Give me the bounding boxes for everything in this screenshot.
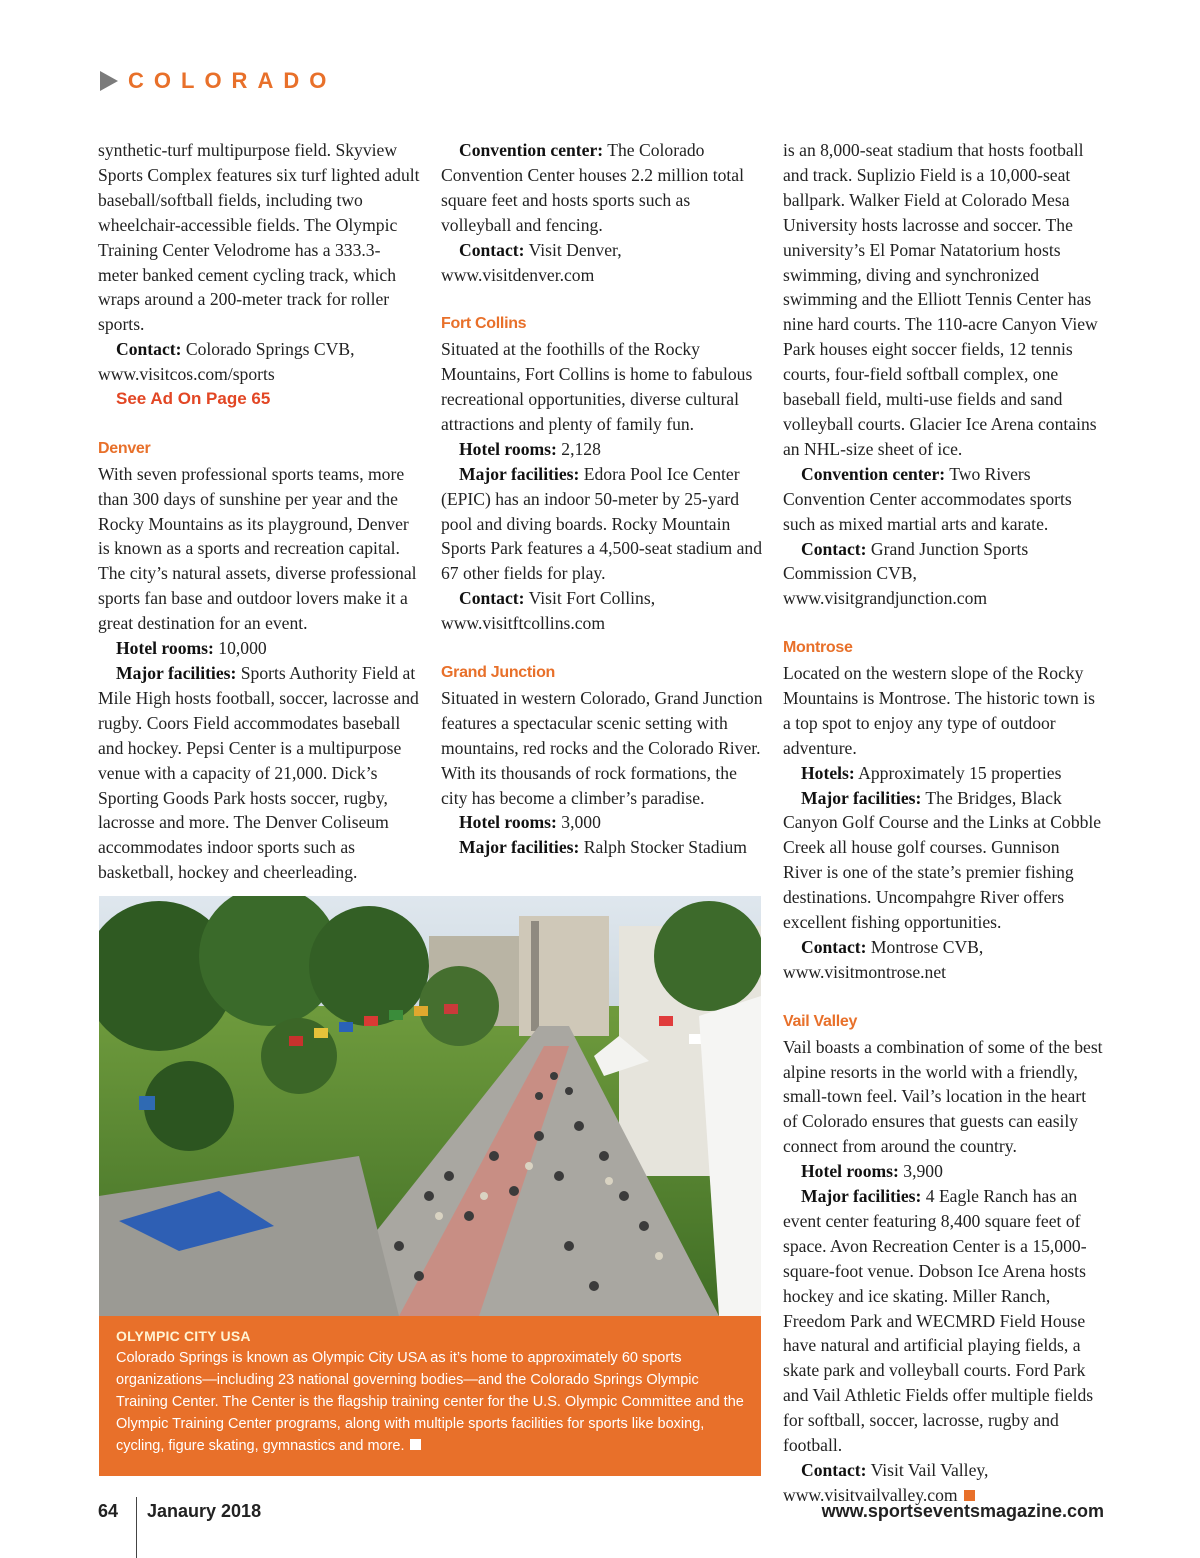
convention-center-label: Convention center: <box>801 463 946 484</box>
person <box>565 1087 573 1095</box>
photo-illustration <box>99 896 761 1316</box>
flag <box>139 1096 155 1110</box>
hotel-rooms-label: Hotel rooms: <box>459 812 557 833</box>
contact-label: Contact: <box>801 538 867 559</box>
person <box>550 1072 558 1080</box>
tree <box>654 901 761 1011</box>
fort-collins-paragraph: Situated at the foothills of the Rocky Mountains, Fort Collins is home to fabulous recreational opportunities, diverse cultural attractions and plenty of family fun. <box>441 339 753 434</box>
colorado-springs-contact <box>98 337 420 387</box>
photo-caption <box>99 1316 761 1476</box>
contact-text: Visit Fort Collins, www.visitftcollins.com <box>441 588 656 634</box>
denver-hotel-rooms <box>98 636 420 661</box>
major-facilities-label: Major facilities: <box>116 663 237 684</box>
grand-junction-convention-center <box>783 462 1103 537</box>
grand-junction-contact <box>783 537 1103 612</box>
montrose-major-facilities <box>783 786 1103 935</box>
skyview-paragraph: synthetic-turf multipurpose field. Skyview Sports Complex features six turf lighted adult baseball/softball fields, including two wheelchair-accessible fields. The Olympic Training Center Velodrome has a 333.3-meter banked cement cycling track, which wraps around a 200-meter track for roller sports. <box>98 140 420 335</box>
flag <box>339 1022 353 1032</box>
person <box>464 1211 474 1221</box>
hotel-rooms-value: 10,000 <box>213 638 267 659</box>
person <box>589 1281 599 1291</box>
major-facilities-text: 4 Eagle Ranch has an event center featuring 8,400 square feet of space. Avon Recreation Center is a 15,000-square-foot venue. Dobson Ice Arena hosts hockey and ice skating. Miller Ranch, Freedom Park and WECMRD Field House have natural and artificial playing fields, a skate park and volleyball courts. Ford Park and Vail Athletic Fields offer multiple fields for softball, soccer, lacrosse, rugby and football. <box>783 1186 1094 1456</box>
hotel-rooms-value: 3,900 <box>898 1161 943 1182</box>
article-column-1 <box>98 138 420 885</box>
denver-major-facilities <box>98 661 420 885</box>
olympic-city-photo <box>99 896 761 1316</box>
major-facilities-label: Major facilities: <box>459 463 580 484</box>
flag <box>314 1028 328 1038</box>
flag <box>364 1016 378 1026</box>
person <box>564 1241 574 1251</box>
vail-valley-paragraph: Vail boasts a combination of some of the best alpine resorts in the world with a friendly, small-town feel. Vail’s location in the heart of Colorado ensures that guests can easily connect from around the country. <box>783 1036 1103 1157</box>
contact-text: Montrose CVB, www.visitmontrose.net <box>783 936 984 982</box>
see-ad-link[interactable]: See Ad On Page 65 <box>116 389 271 409</box>
contact-label: Contact: <box>116 339 182 360</box>
triangle-arrow-icon <box>100 71 118 91</box>
convention-center-text: Two Rivers Convention Center accommodates sports such as mixed martial arts and karate. <box>783 463 1072 534</box>
article-column-2 <box>441 138 763 860</box>
footer-divider <box>136 1497 137 1558</box>
grand-junction-heading: Grand Junction <box>441 664 556 681</box>
fort-collins-hotel-rooms <box>441 437 763 462</box>
article-column-3 <box>783 138 1103 1508</box>
major-facilities-text: Sports Authority Field at Mile High hosts football, soccer, lacrosse and rugby. Coors Field accommodates baseball and hockey. Pepsi Center is a multipurpose venue with a capacity of 21,000. Dick’s Sporting Goods Park hosts soccer, rugby, lacrosse and more. The Denver Coliseum accommodates indoor sports such as basketball, hockey and cheerleading. <box>98 663 419 883</box>
flag <box>444 1004 458 1014</box>
major-facilities-text: Edora Pool Ice Center (EPIC) has an indoor 50-meter by 25-yard pool and diving boards. Rocky Mountain Sports Park features a 4,500-seat stadium and 67 other fields for play. <box>441 463 763 584</box>
denver-contact <box>441 238 763 288</box>
grand-junction-paragraph: Situated in western Colorado, Grand Junction features a spectacular scenic setting with mountains, red rocks and the Colorado River. With its thousands of rock formations, the city has become a climber’s paradise. <box>441 687 763 808</box>
grand-junction-hotel-rooms <box>441 810 763 835</box>
contact-text: Colorado Springs CVB, www.visitcos.com/sports <box>98 339 355 385</box>
grand-junction-continued: is an 8,000-seat stadium that hosts football and track. Suplizio Field is a 10,000-seat ballpark. Walker Field at Colorado Mesa University hosts lacrosse and soccer. The university’s El Pomar Natatorium hosts swimming, diving and synchronized swimming and the Elliott Tennis Center has nine hard courts. The 110-acre Canyon View Park houses eight soccer fields, 12 tennis courts, four-field softball complex, one baseball field, multi-use fields and sand volleyball courts. Glacier Ice Arena contains an NHL-size sheet of ice. <box>783 140 1098 459</box>
page-number: 64 <box>98 1501 119 1521</box>
person <box>619 1191 629 1201</box>
vail-valley-heading: Vail Valley <box>783 1012 858 1030</box>
fort-collins-major-facilities <box>441 462 763 587</box>
major-facilities-text: The Bridges, Black Canyon Golf Course and the Links at Cobble Creek all house golf courses. Gunnison River is one of the state’s premier fishing destinations. Uncompahgre River offers excellent fishing opportunities. <box>783 787 1102 933</box>
page-footer <box>98 1497 1104 1527</box>
contact-label: Contact: <box>801 936 867 957</box>
major-facilities-label: Major facilities: <box>801 787 922 808</box>
person <box>554 1171 564 1181</box>
major-facilities-text: Ralph Stocker Stadium <box>579 837 747 858</box>
contact-text: Grand Junction Sports Commission CVB, www.visitgrandjunction.com <box>783 538 1029 609</box>
contact-text: Visit Vail Valley, www.visitvailvalley.com <box>783 1460 989 1505</box>
contact-text: Visit Denver, www.visitdenver.com <box>441 239 622 285</box>
person <box>480 1192 488 1200</box>
montrose-hotels <box>783 761 1103 786</box>
fort-collins-heading: Fort Collins <box>441 315 527 333</box>
person <box>509 1186 519 1196</box>
grand-junction-major-facilities <box>441 835 763 860</box>
denver-paragraph: With seven professional sports teams, more than 300 days of sunshine per year and the Rocky Mountains as its playground, Denver is known as a sports and recreation capital. The city’s natural assets, diverse professional sports fan base and outdoor lovers make it a great destination for an event. <box>98 463 417 634</box>
person <box>444 1171 454 1181</box>
person <box>525 1162 533 1170</box>
person <box>414 1271 424 1281</box>
tree <box>309 906 429 1026</box>
caption-text <box>116 1347 745 1457</box>
person <box>394 1241 404 1251</box>
flag <box>389 1010 403 1020</box>
person <box>605 1177 613 1185</box>
issue-date: Janaury 2018 <box>147 1501 262 1521</box>
montrose-contact <box>783 935 1103 985</box>
person <box>639 1221 649 1231</box>
person <box>534 1131 544 1141</box>
contact-label: Contact: <box>459 239 525 260</box>
caption-title: OLYMPIC CITY USA <box>116 1328 251 1344</box>
person <box>535 1092 543 1100</box>
section-header <box>100 66 336 96</box>
hotel-rooms-value: 2,128 <box>556 438 601 459</box>
denver-convention-center <box>441 138 763 238</box>
section-title: COLORADO <box>128 68 337 93</box>
tower <box>531 921 539 1031</box>
fort-collins-contact <box>441 586 763 636</box>
hotels-label: Hotels: <box>801 762 855 783</box>
major-facilities-label: Major facilities: <box>801 1186 922 1207</box>
contact-label: Contact: <box>459 588 525 609</box>
caption-body: Colorado Springs is known as Olympic City USA as it’s home to approximately 60 sports organizations—including 23 national governing bodies—and the Colorado Springs Olympic Training Center. The Center is the flagship training center for the U.S. Olympic Committee and the Olympic Training Center programs, along with multiple sports facilities for sports like boxing, cycling, figure skating, gymnastics and more. <box>116 1350 744 1454</box>
tree <box>144 1061 234 1151</box>
flag <box>289 1036 303 1046</box>
convention-center-label: Convention center: <box>459 140 604 160</box>
person <box>599 1151 609 1161</box>
person <box>655 1252 663 1260</box>
flag <box>414 1006 428 1016</box>
convention-center-text: The Colorado Convention Center houses 2.2 million total square feet and hosts sports such as volleyball and fencing. <box>441 140 744 235</box>
person <box>424 1191 434 1201</box>
person <box>489 1151 499 1161</box>
flag <box>659 1016 673 1026</box>
person <box>574 1121 584 1131</box>
montrose-heading: Montrose <box>783 639 853 657</box>
hotel-rooms-value: 3,000 <box>556 812 601 833</box>
hotel-rooms-label: Hotel rooms: <box>459 438 557 459</box>
denver-heading: Denver <box>98 439 151 457</box>
montrose-paragraph: Located on the western slope of the Rocky Mountains is Montrose. The historic town is a top spot to enjoy any type of outdoor adventure. <box>783 663 1095 758</box>
website-link[interactable]: www.sportseventsmagazine.com <box>821 1501 1104 1521</box>
major-facilities-label: Major facilities: <box>459 837 580 858</box>
hotels-value: Approximately 15 properties <box>854 762 1062 783</box>
tree <box>419 966 499 1046</box>
hotel-rooms-label: Hotel rooms: <box>801 1161 899 1182</box>
hotel-rooms-label: Hotel rooms: <box>116 638 214 659</box>
vail-valley-hotel-rooms <box>783 1159 1103 1184</box>
vail-valley-major-facilities <box>783 1184 1103 1458</box>
person <box>435 1212 443 1220</box>
end-of-caption-icon <box>410 1439 421 1450</box>
contact-label: Contact: <box>801 1460 867 1480</box>
